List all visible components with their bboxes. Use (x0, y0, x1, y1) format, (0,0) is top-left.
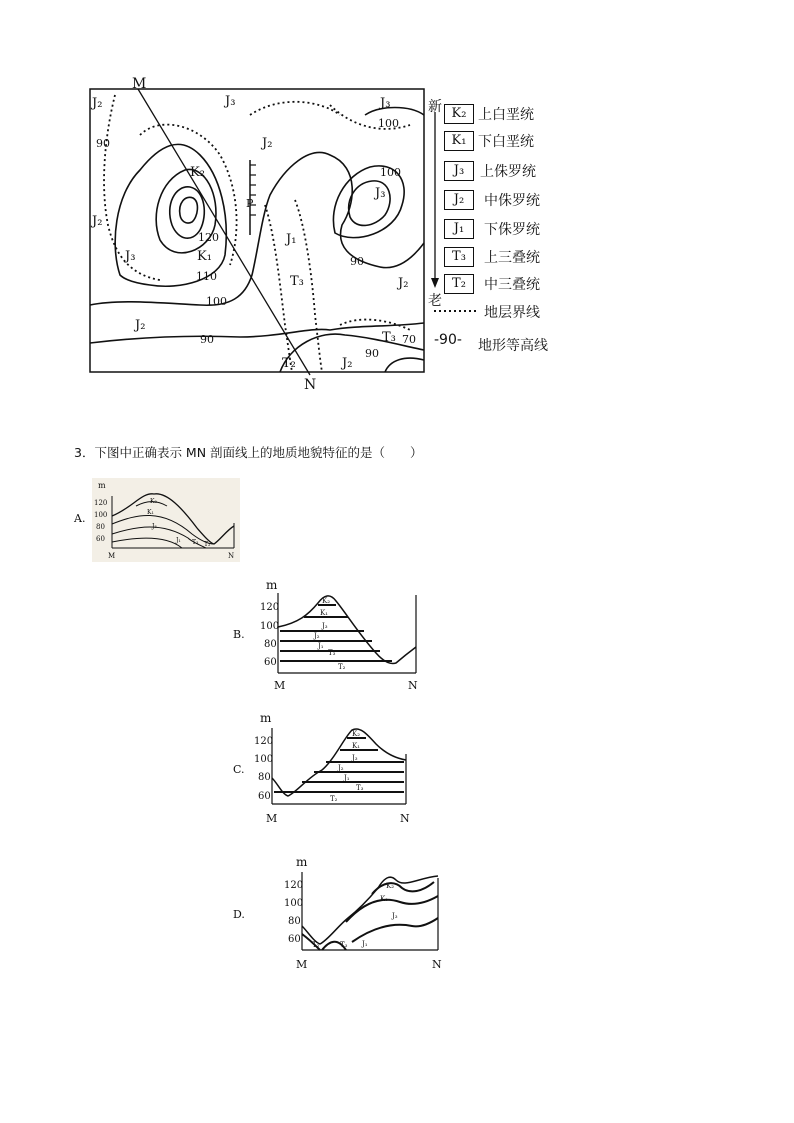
contour-label: 90 (365, 347, 379, 360)
option-c-profile[interactable] (252, 708, 416, 832)
stratum-label: J₂ (342, 356, 353, 371)
legend-top-label: 新 (428, 99, 442, 115)
tick-label: 80 (288, 916, 301, 927)
tick-label: 100 (254, 754, 274, 765)
layer-label: T₃ (340, 941, 348, 949)
tick-label: 80 (96, 523, 105, 531)
layer-label: T₃ (328, 649, 336, 657)
option-b-letter[interactable]: B. (233, 628, 245, 641)
contour-label: 120 (198, 231, 219, 244)
legend-code: J₂ (444, 190, 474, 210)
contour-label: 100 (378, 117, 399, 130)
layer-label: J₂ (338, 764, 344, 772)
stratum-label: J₂ (92, 96, 103, 111)
tick-label: 100 (284, 898, 304, 909)
point-m: M (132, 76, 147, 92)
layer-label: J₃ (392, 912, 398, 920)
tick-label: 120 (284, 880, 304, 891)
end-label: N (408, 679, 418, 692)
option-unit: m (260, 711, 272, 725)
start-label: M (108, 552, 116, 560)
legend-name: 下白垩统 (478, 134, 534, 150)
tick-label: 60 (96, 535, 105, 543)
layer-label: T₃ (192, 539, 199, 546)
option-unit: m (98, 481, 106, 490)
layer-label: T₂ (204, 541, 211, 548)
legend-code: J₃ (444, 161, 474, 181)
tick-label: 100 (260, 621, 280, 632)
layer-label: K₂ (322, 597, 331, 605)
tick-label: 60 (264, 657, 277, 668)
boundary-sample (432, 306, 480, 316)
stratum-label: J₃ (380, 96, 391, 111)
legend-code: J₁ (444, 219, 474, 239)
layer-label: T₂ (312, 941, 320, 949)
start-label: M (296, 958, 308, 971)
layer-label: T₂ (338, 663, 346, 671)
stratum-label: J₃ (125, 249, 136, 264)
mn-profile-line (138, 89, 310, 375)
contour-label: 90 (200, 333, 214, 346)
stratum-label: J₁ (286, 232, 297, 247)
tick-label: 80 (264, 639, 277, 650)
legend-code: T₃ (444, 247, 474, 267)
layer-label: T₂ (330, 795, 338, 803)
layer-label: K₁ (147, 509, 154, 516)
legend-code: T₂ (444, 274, 474, 294)
boundary-label: 地层界线 (484, 305, 540, 321)
contour-legend-label: 地形等高线 (478, 338, 548, 354)
contour-label: 100 (380, 166, 401, 179)
layer-label: K₁ (320, 609, 329, 617)
point-p: P (246, 197, 254, 210)
stratum-label: J₂ (135, 318, 146, 333)
start-label: M (274, 679, 286, 692)
contour-label: 90 (96, 137, 110, 150)
end-label: N (228, 552, 235, 560)
layer-label: K₂ (352, 730, 361, 738)
contour-label: 70 (402, 333, 416, 346)
tick-label: 60 (288, 934, 301, 945)
stratum-label: J₂ (92, 214, 103, 229)
age-arrow (430, 112, 440, 292)
option-d-profile[interactable] (282, 852, 446, 976)
layer-label: J₃ (152, 523, 157, 530)
stratum-label: J₂ (262, 136, 273, 151)
stratum-label: J₂ (398, 276, 409, 291)
end-label: N (400, 812, 410, 825)
option-b-profile[interactable] (258, 575, 422, 697)
layer-label: J₁ (318, 642, 324, 650)
option-c-letter[interactable]: C. (233, 763, 245, 776)
legend-name: 上白垩统 (478, 107, 534, 123)
layer-label: K₂ (386, 882, 395, 890)
tick-label: 120 (260, 602, 280, 613)
stratum-label: T₃ (382, 330, 396, 345)
point-n: N (304, 377, 317, 393)
layer-label: J₁ (344, 774, 350, 782)
legend-code: K₁ (444, 131, 474, 151)
legend-name: 下侏罗统 (484, 222, 540, 238)
option-unit: m (296, 855, 308, 869)
question-text: 3．下图中正确表示 MN 剖面线上的地质地貌特征的是（ ） (74, 445, 423, 460)
legend-bottom-label: 老 (428, 293, 442, 309)
layer-label: J₃ (352, 754, 358, 762)
layer-label: K₁ (352, 742, 361, 750)
layer-label: K₂ (150, 498, 157, 505)
stratum-label: K₁ (197, 249, 212, 264)
tick-label: 100 (94, 511, 108, 519)
layer-label: J₁ (176, 537, 181, 544)
strata-boundaries (104, 95, 410, 372)
layer-label: K₁ (380, 895, 389, 903)
tick-label: 120 (94, 499, 108, 507)
stratum-label: T₂ (282, 356, 296, 371)
legend-name: 上三叠统 (484, 250, 540, 266)
legend-name: 中侏罗统 (484, 193, 540, 209)
option-unit: m (266, 578, 278, 592)
tick-label: 60 (258, 791, 271, 802)
layer-label: J₁ (362, 940, 368, 948)
geologic-map (80, 75, 430, 395)
legend-name: 上侏罗统 (480, 164, 536, 180)
tick-label: 80 (258, 772, 271, 783)
start-label: M (266, 812, 278, 825)
stratum-label: J₃ (225, 94, 236, 109)
stratum-label: K₂ (190, 165, 205, 180)
end-label: N (432, 958, 442, 971)
option-a-letter[interactable]: A. (74, 512, 86, 525)
contour-label: 100 (206, 295, 227, 308)
contour-label: 90 (350, 255, 364, 268)
legend-name: 中三叠统 (484, 277, 540, 293)
tick-label: 120 (254, 736, 274, 747)
stratum-label: T₃ (290, 274, 304, 289)
layer-label: T₃ (356, 784, 364, 792)
option-a-profile[interactable] (92, 478, 240, 562)
layer-label: J₃ (322, 622, 328, 630)
layer-label: J₂ (314, 632, 320, 640)
contour-sample: -90- (434, 332, 462, 348)
option-d-letter[interactable]: D. (233, 908, 245, 921)
stratum-label: J₃ (375, 186, 386, 201)
strata-labels (90, 94, 408, 371)
legend-code: K₂ (444, 104, 474, 124)
contour-label: 110 (196, 270, 217, 283)
